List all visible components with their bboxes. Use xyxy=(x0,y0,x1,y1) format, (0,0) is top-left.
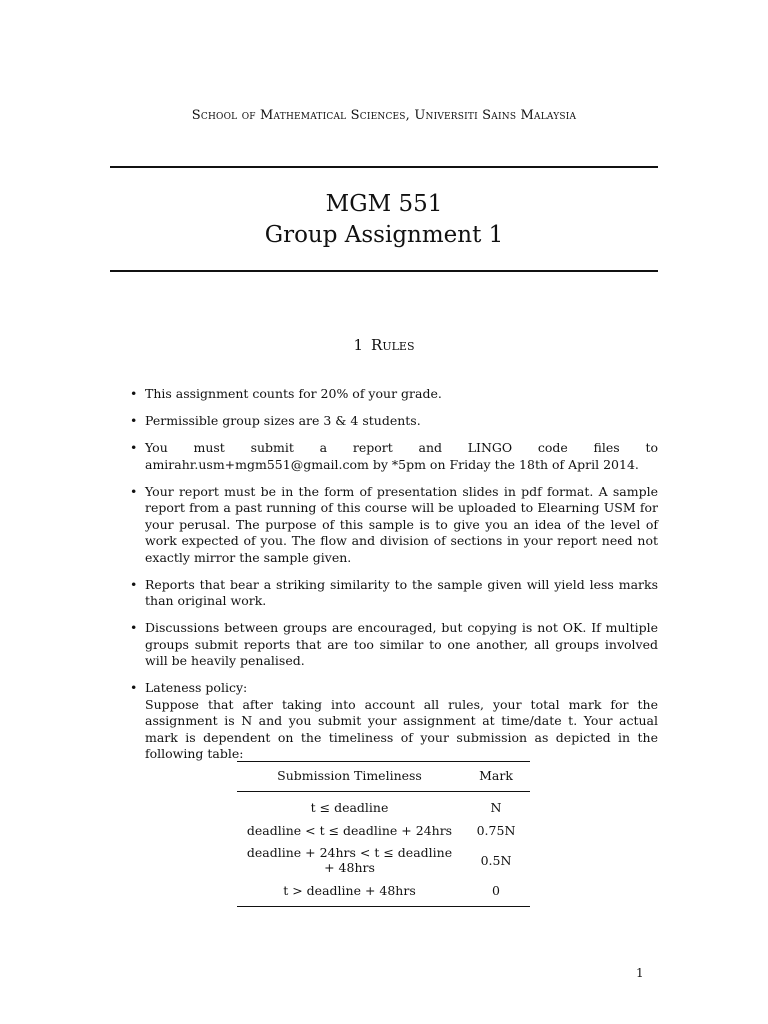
rule-text: Discussions between groups are encouraged, but copying is not OK. If multiple groups submit reports that are too similar to one another, all groups involved will be heavily penalised. xyxy=(145,620,658,668)
list-item xyxy=(126,413,658,430)
bullet-icon: • xyxy=(130,440,138,455)
bullet-icon: • xyxy=(130,483,138,499)
title-block xyxy=(0,189,768,251)
section-number: 1 xyxy=(353,336,364,354)
table-row xyxy=(237,879,530,907)
timeliness-cell: t ≤ deadline xyxy=(310,799,389,815)
bullet-icon: • xyxy=(130,620,138,635)
rules-list xyxy=(126,386,658,773)
section-heading xyxy=(0,336,768,354)
institution-header: School of Mathematical Sciences, Universiti Sains Malaysia xyxy=(191,108,577,123)
timeliness-cell: deadline < t ≤ deadline + 24hrs xyxy=(246,822,453,838)
list-item xyxy=(126,440,658,473)
course-code: MGM 551 xyxy=(325,191,443,217)
mark-cell: N xyxy=(490,799,502,815)
section-title: Rules xyxy=(371,336,415,354)
lateness-label: Lateness policy: xyxy=(145,680,248,695)
table-header-row xyxy=(237,762,530,792)
rule-text: Your report must be in the form of presentation slides in pdf format. A sample report from a past running of this course will be uploaded to Elearning USM for your perusal. The purpose of this sample is to give you an idea of the level of work expected of you. The flow and division of sections in your report need not exactly mirror the sample given. xyxy=(145,483,658,565)
bullet-icon: • xyxy=(130,576,138,592)
list-item xyxy=(126,577,658,610)
bullet-icon: • xyxy=(130,680,138,695)
list-item xyxy=(126,620,658,670)
mark-cell: 0.75N xyxy=(476,822,516,838)
bullet-icon: • xyxy=(130,413,138,428)
table-row xyxy=(237,792,530,820)
mark-cell: 0 xyxy=(462,879,530,907)
rule-text: Reports that bear a striking similarity to the sample given will yield less marks than original work. xyxy=(145,576,658,608)
page-number: 1 xyxy=(636,966,644,980)
lateness-table xyxy=(237,761,530,907)
table-row xyxy=(237,819,530,842)
bullet-icon: • xyxy=(130,386,138,401)
timeliness-cell: deadline + 24hrs < t ≤ deadline + 48hrs xyxy=(246,845,453,875)
rule-text: Permissible group sizes are 3 & 4 students. xyxy=(145,413,421,428)
list-item xyxy=(126,386,658,403)
table-row xyxy=(237,842,530,879)
title-rule-bottom xyxy=(110,270,658,272)
rule-text: You must submit a report and LINGO code files to amirahr.usm+mgm551@gmail.com by *5pm on Friday the 18th of April 2014. xyxy=(145,440,658,472)
assignment-title: Group Assignment 1 xyxy=(264,222,504,248)
mark-cell: 0.5N xyxy=(480,852,512,868)
column-header-timeliness: Submission Timeliness xyxy=(237,762,462,792)
list-item xyxy=(126,484,658,567)
timeliness-cell: t > deadline + 48hrs xyxy=(237,879,462,907)
title-rule-top xyxy=(110,166,658,168)
lateness-body: Suppose that after taking into account all rules, your total mark for the assignment is N and you submit your assignment at time/date t. Your actual mark is dependent on the timeliness of your submission as depicted in the following table: xyxy=(145,696,658,761)
list-item xyxy=(126,680,658,763)
rule-text: This assignment counts for 20% of your grade. xyxy=(145,386,442,401)
column-header-mark: Mark xyxy=(462,762,530,792)
